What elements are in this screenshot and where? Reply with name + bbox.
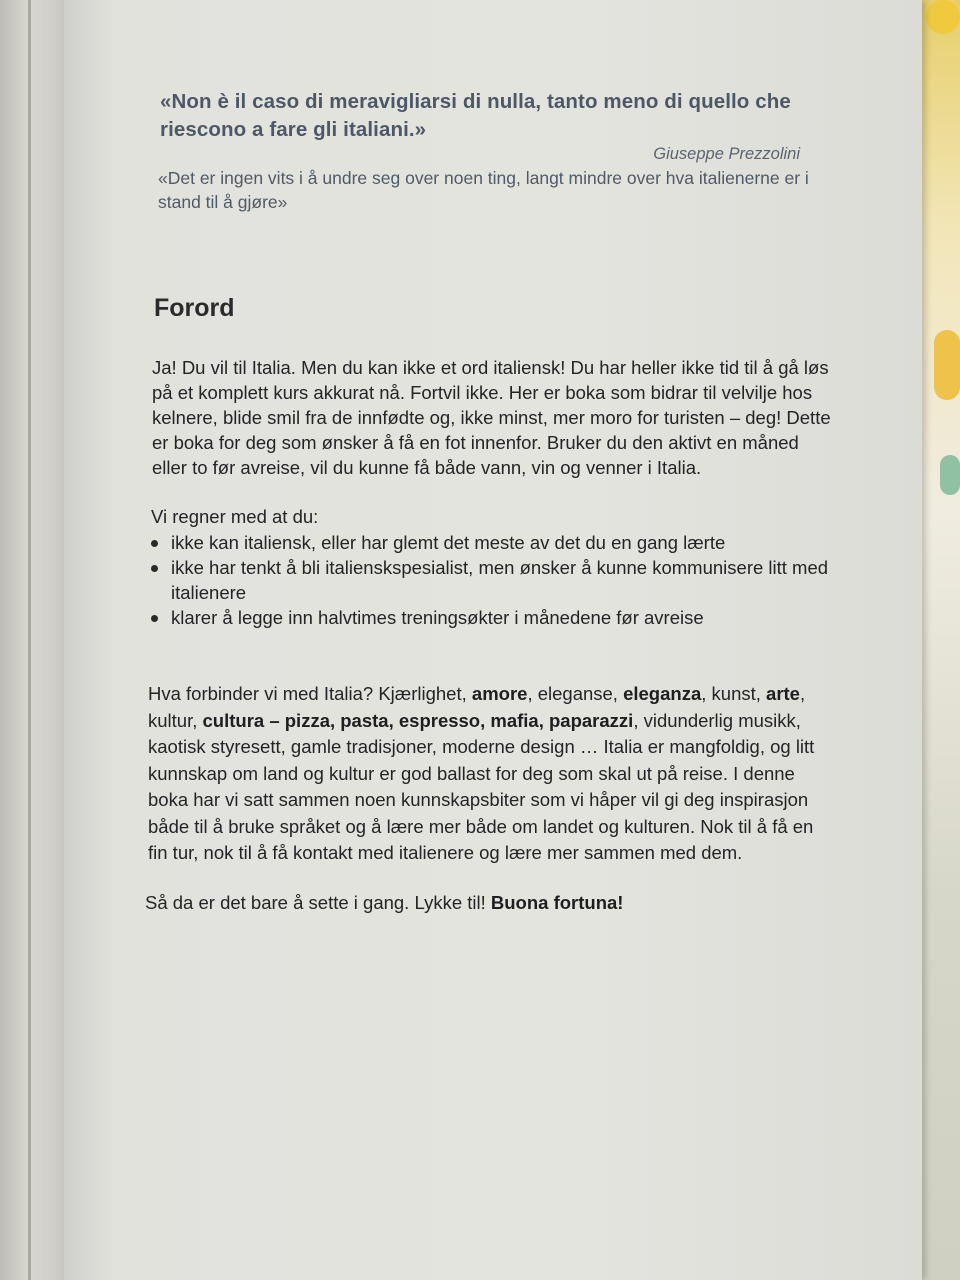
italian-words: cultura – pizza, pasta, espresso, mafia, paparazzi <box>202 709 634 731</box>
italian-word: arte <box>766 683 800 704</box>
assumptions-intro: Vi regner med at du: <box>151 506 319 527</box>
left-page-edge <box>0 0 70 1280</box>
list-item <box>149 605 829 630</box>
italian-quote: «Non è il caso di meravigliarsi di nulla, tanto meno di quello che riescono a fare gli italiani.» <box>160 90 791 141</box>
section-heading: Forord <box>154 294 235 322</box>
closing-italian: Buona fortuna! <box>490 892 624 913</box>
italian-word: amore <box>471 683 528 704</box>
intro-paragraph: Ja! Du vil til Italia. Men du kan ikke et ord italiensk! Du har heller ikke tid til å gå løs på et komplett kurs akkurat nå. Fortvil ikke. Her er boka som bidrar til velvilje hos kelnere, blide smil fra de innfødte og, ikke minst, mer moro for turisten – deg! Dette er boka for deg som ønsker å få en fot innenfor. Bruker du den aktivt en måned eller to før avreise, vil du kunne få både vann, vin og venner i Italia. <box>152 357 831 478</box>
assumptions-list <box>149 530 829 630</box>
bullet-icon <box>151 615 158 622</box>
bullet-icon <box>151 565 158 572</box>
paragraph-text: , kunst, <box>701 683 767 704</box>
norwegian-quote-translation: «Det er ingen vits i å undre seg over noen ting, langt mindre over hva italienerne er i stand til å gjøre» <box>158 168 809 212</box>
italy-associations-paragraph <box>148 681 838 867</box>
quote-author: Giuseppe Prezzolini <box>653 145 800 163</box>
cloth-pattern-shape <box>940 455 960 495</box>
list-item-text: klarer å legge inn halvtimes treningsøkter i månedene før avreise <box>171 607 704 628</box>
paragraph-text: , vidunderlig musikk, kaotisk styresett, gamle tradisjoner, moderne design … Italia er mangfoldig, og litt kunnskap om land og kultur er god ballast for deg som skal ut på reise. I denne boka har vi satt sammen noen kunnskapsbiter som vi håper vil gi deg inspirasjon både til å bruke språket og å lære mer både om landet og kulturen. Nok til å få en fin tur, nok til å få kontakt med italienere og lære mer sammen med dem. <box>148 709 815 863</box>
cloth-pattern-shape <box>934 330 960 400</box>
closing-text: Så da er det bare å sette i gang. Lykke til! <box>145 892 491 913</box>
list-item-text: ikke har tenkt å bli italienskspesialist, men ønsker å kunne kommunisere litt med italienere <box>171 557 829 603</box>
paragraph-text: , eleganse, <box>527 683 624 704</box>
list-item-text: ikke kan italiensk, eller har glemt det meste av det du en gang lærte <box>171 532 726 553</box>
bullet-icon <box>151 540 158 547</box>
paragraph-text: Hva forbinder vi med Italia? Kjærlighet, <box>148 683 472 704</box>
italian-word: eleganza <box>623 683 702 704</box>
closing-line <box>145 890 825 915</box>
list-item <box>149 555 829 605</box>
book-page <box>64 0 922 1280</box>
list-item <box>149 530 829 555</box>
book-gutter <box>28 0 31 1280</box>
paragraph-text: , kultur, <box>148 683 806 731</box>
cloth-pattern-shape <box>926 0 960 34</box>
